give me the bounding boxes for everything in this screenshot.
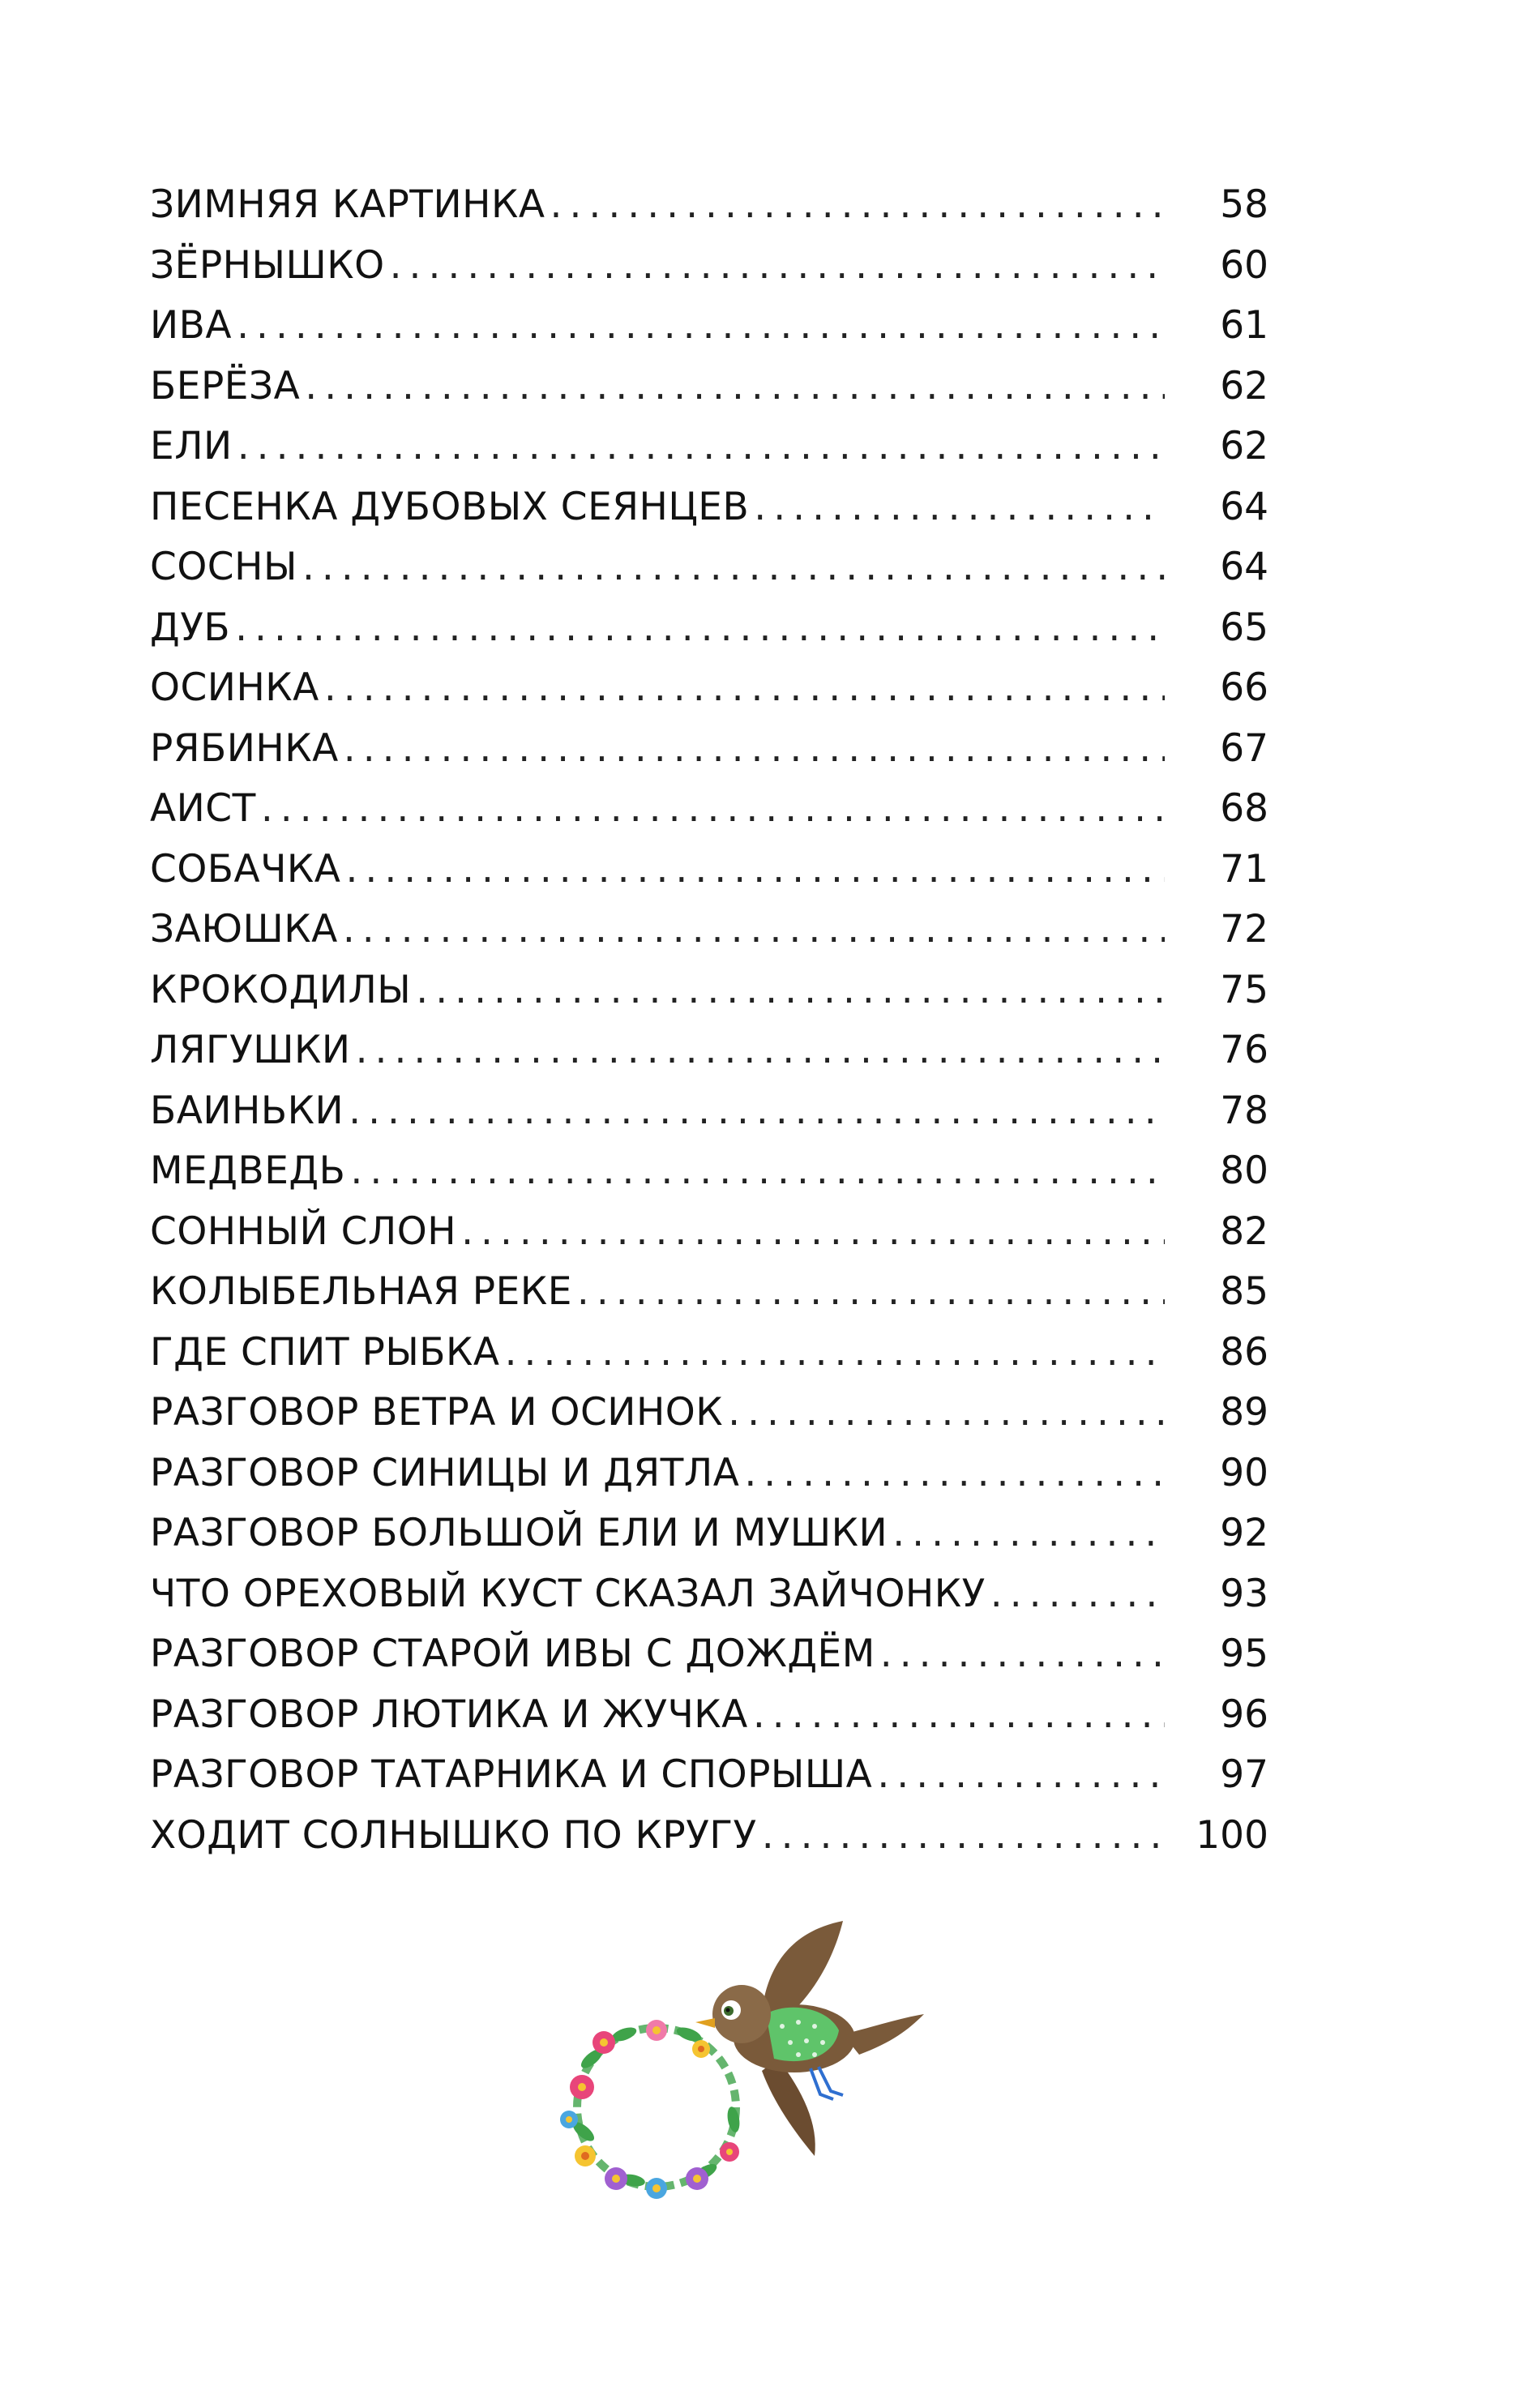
toc-entry[interactable] bbox=[150, 779, 1268, 840]
toc-entry[interactable] bbox=[150, 598, 1268, 659]
toc-entry-page: 76 bbox=[1220, 1028, 1268, 1072]
toc-entry-page: 64 bbox=[1220, 484, 1268, 529]
toc-entry-title: ЕЛИ bbox=[150, 424, 233, 468]
toc-dot-leader bbox=[877, 1745, 1165, 1806]
toc-entry-title: ЗИМНЯЯ КАРТИНКА bbox=[150, 182, 545, 227]
toc-dot-leader bbox=[416, 960, 1165, 1021]
toc-dot-leader bbox=[350, 1141, 1165, 1202]
toc-entry-page: 78 bbox=[1220, 1088, 1268, 1133]
toc-dot-leader bbox=[261, 779, 1165, 840]
toc-entry-page: 64 bbox=[1220, 545, 1268, 589]
toc-entry-page: 67 bbox=[1220, 725, 1268, 771]
toc-dot-leader bbox=[349, 1081, 1165, 1142]
toc-entry-page: 92 bbox=[1220, 1511, 1268, 1555]
flower-wreath bbox=[560, 2020, 742, 2199]
toc-entry-title: РАЗГОВОР СИНИЦЫ И ДЯТЛА bbox=[150, 1450, 740, 1495]
toc-entry-page: 82 bbox=[1220, 1208, 1268, 1254]
toc-dot-leader bbox=[728, 1383, 1165, 1444]
toc-entry-page: 89 bbox=[1220, 1390, 1268, 1435]
toc-entry[interactable] bbox=[150, 1323, 1268, 1384]
toc-entry-page: 62 bbox=[1220, 363, 1268, 408]
toc-dot-leader bbox=[461, 1202, 1165, 1263]
toc-dot-leader bbox=[753, 1685, 1165, 1746]
toc-entry-title: РАЗГОВОР ЛЮТИКА И ЖУЧКА bbox=[150, 1692, 748, 1737]
toc-entry-page: 80 bbox=[1220, 1148, 1268, 1193]
toc-entry[interactable] bbox=[150, 537, 1268, 598]
toc-entry-title: ЗАЮШКА bbox=[150, 907, 338, 952]
toc-entry-title: СОСНЫ bbox=[150, 545, 297, 589]
toc-entry[interactable] bbox=[150, 840, 1268, 900]
toc-entry[interactable] bbox=[150, 900, 1268, 960]
toc-entry-title: ЛЯГУШКИ bbox=[150, 1028, 351, 1072]
toc-dot-leader bbox=[302, 537, 1165, 598]
toc-entry-page: 75 bbox=[1220, 967, 1268, 1012]
toc-entry[interactable] bbox=[150, 1444, 1268, 1504]
toc-dot-leader bbox=[550, 175, 1165, 236]
toc-entry[interactable] bbox=[150, 477, 1268, 538]
toc-entry-page: 62 bbox=[1220, 424, 1268, 468]
toc-entry-title: ОСИНКА bbox=[150, 665, 319, 710]
toc-entry-page: 65 bbox=[1220, 605, 1268, 650]
toc-entry-page: 71 bbox=[1220, 846, 1268, 892]
toc-entry[interactable] bbox=[150, 1020, 1268, 1081]
toc-entry-title: БЕРЁЗА bbox=[150, 363, 301, 408]
toc-entry[interactable] bbox=[150, 1624, 1268, 1685]
toc-entry-title: ПЕСЕНКА ДУБОВЫХ СЕЯНЦЕВ bbox=[150, 484, 750, 529]
toc-entry[interactable] bbox=[150, 357, 1268, 417]
toc-entry-title: КОЛЫБЕЛЬНАЯ РЕКЕ bbox=[150, 1269, 572, 1314]
toc-entry-page: 86 bbox=[1220, 1329, 1268, 1375]
toc-dot-leader bbox=[237, 296, 1165, 357]
toc-entry-page: 60 bbox=[1220, 242, 1268, 288]
toc-entry[interactable] bbox=[150, 1202, 1268, 1263]
toc-dot-leader bbox=[990, 1564, 1165, 1625]
toc-dot-leader bbox=[390, 236, 1165, 297]
toc-entry-page: 90 bbox=[1220, 1450, 1268, 1495]
toc-dot-leader bbox=[237, 417, 1165, 477]
toc-entry-title: РЯБИНКА bbox=[150, 725, 339, 771]
toc-entry[interactable] bbox=[150, 175, 1268, 236]
toc-dot-leader bbox=[577, 1262, 1165, 1323]
toc-entry[interactable] bbox=[150, 1564, 1268, 1625]
toc-entry-page: 58 bbox=[1220, 182, 1268, 227]
toc-entry-title: ХОДИТ СОЛНЫШКО ПО КРУГУ bbox=[150, 1812, 757, 1858]
toc-entry[interactable] bbox=[150, 1081, 1268, 1142]
toc-dot-leader bbox=[744, 1444, 1165, 1504]
toc-entry[interactable] bbox=[150, 719, 1268, 780]
toc-entry-title: ГДЕ СПИТ РЫБКА bbox=[150, 1329, 500, 1375]
toc-dot-leader bbox=[343, 900, 1165, 960]
toc-entry-title: РАЗГОВОР ТАТАРНИКА И СПОРЫША bbox=[150, 1752, 873, 1797]
toc-entry-title: БАИНЬКИ bbox=[150, 1088, 344, 1133]
toc-dot-leader bbox=[880, 1624, 1165, 1685]
toc-entry-title: ИВА bbox=[150, 303, 233, 348]
toc-entry-title: РАЗГОВОР БОЛЬШОЙ ЕЛИ И МУШКИ bbox=[150, 1511, 888, 1555]
toc-entry-title: СОБАЧКА bbox=[150, 846, 341, 892]
toc-dot-leader bbox=[305, 357, 1165, 417]
toc-entry-title: ЗЁРНЫШКО bbox=[150, 242, 385, 288]
toc-dot-leader bbox=[505, 1323, 1165, 1384]
toc-entry[interactable] bbox=[150, 296, 1268, 357]
toc-dot-leader bbox=[235, 598, 1165, 659]
toc-entry-page: 85 bbox=[1220, 1269, 1268, 1314]
toc-dot-leader bbox=[344, 719, 1165, 780]
toc-entry[interactable] bbox=[150, 960, 1268, 1021]
toc-entry[interactable] bbox=[150, 1262, 1268, 1323]
toc-entry[interactable] bbox=[150, 1806, 1268, 1867]
toc-entry[interactable] bbox=[150, 658, 1268, 719]
bird-with-flower-wreath-icon bbox=[494, 1921, 932, 2213]
toc-entry[interactable] bbox=[150, 1383, 1268, 1444]
toc-dot-leader bbox=[892, 1503, 1165, 1564]
toc-entry-page: 97 bbox=[1220, 1752, 1268, 1797]
toc-entry[interactable] bbox=[150, 1141, 1268, 1202]
toc-entry-page: 95 bbox=[1220, 1632, 1268, 1676]
toc-dot-leader bbox=[324, 658, 1165, 719]
toc-entry-page: 93 bbox=[1220, 1571, 1268, 1616]
toc-entry[interactable] bbox=[150, 1745, 1268, 1806]
toc-dot-leader bbox=[762, 1806, 1165, 1867]
toc-entry-title: МЕДВЕДЬ bbox=[150, 1148, 346, 1193]
toc-entry-page: 61 bbox=[1220, 303, 1268, 348]
toc-entry-page: 72 bbox=[1220, 907, 1268, 952]
toc-entry-page: 96 bbox=[1220, 1692, 1268, 1737]
toc-entry-title: КРОКОДИЛЫ bbox=[150, 967, 412, 1012]
toc-entry[interactable] bbox=[150, 1685, 1268, 1746]
toc-entry-title: ЧТО ОРЕХОВЫЙ КУСТ СКАЗАЛ ЗАЙЧОНКУ bbox=[150, 1571, 986, 1616]
toc-dot-leader bbox=[754, 477, 1165, 538]
toc-entry[interactable] bbox=[150, 1503, 1268, 1564]
table-of-contents bbox=[150, 175, 1268, 1866]
toc-entry-page: 68 bbox=[1220, 786, 1268, 831]
toc-entry[interactable] bbox=[150, 236, 1268, 297]
toc-entry[interactable] bbox=[150, 417, 1268, 477]
toc-entry-page: 66 bbox=[1220, 665, 1268, 710]
toc-entry-title: РАЗГОВОР СТАРОЙ ИВЫ С ДОЖДЁМ bbox=[150, 1632, 875, 1676]
toc-entry-title: АИСТ bbox=[150, 786, 256, 831]
toc-dot-leader bbox=[356, 1020, 1165, 1081]
toc-entry-title: РАЗГОВОР ВЕТРА И ОСИНОК bbox=[150, 1390, 724, 1435]
toc-entry-title: ДУБ bbox=[150, 605, 231, 650]
toc-dot-leader bbox=[345, 840, 1165, 900]
toc-entry-title: СОННЫЙ СЛОН bbox=[150, 1208, 457, 1254]
toc-entry-page: 100 bbox=[1196, 1812, 1268, 1858]
